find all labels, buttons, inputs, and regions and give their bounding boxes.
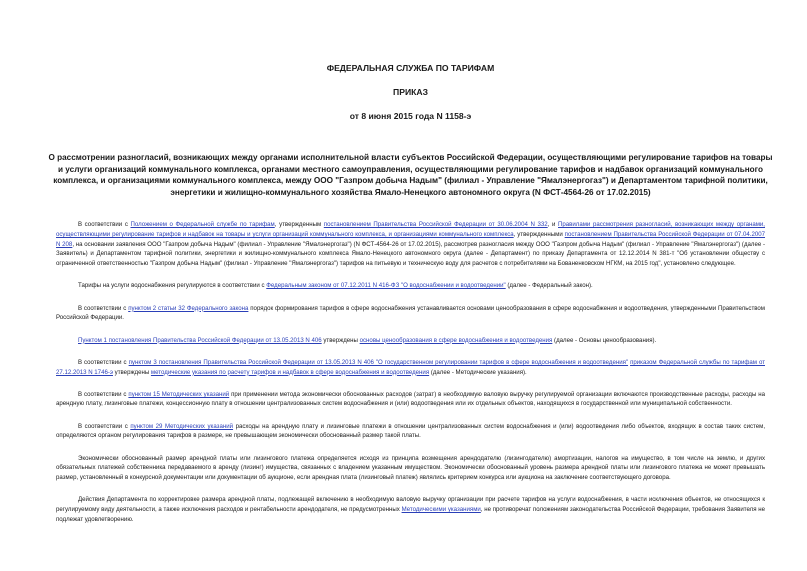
- paragraph-text: утверждены: [321, 336, 360, 344]
- paragraph-text: Тарифы на услуги водоснабжения регулируются в соответствии с: [78, 282, 267, 290]
- paragraph: [56, 454, 765, 483]
- hyperlink[interactable]: методические указания по расчету тарифов и надбавок в сфере водоснабжения и водоотведения: [150, 368, 430, 376]
- paragraph-text: В соответствии с: [78, 221, 131, 229]
- paragraph-text: , утвержденным: [274, 221, 324, 229]
- hyperlink[interactable]: постановлением Правительства Российской Федерации от 07.04.2007 N 208: [56, 230, 766, 248]
- paragraph-text: В соответствии с: [78, 422, 131, 430]
- document-type: ПРИКАЗ: [393, 87, 428, 97]
- hyperlink[interactable]: Федеральным законом от 07.12.2011 N 416-ФЗ "О водоснабжении и водоотведении": [266, 282, 506, 290]
- paragraph-text: порядок формирования тарифов в сфере водоснабжения устанавливается основами ценообразования в сфере водоснабжения и водоотведения, утвержденными Правительством Российской Федерации.: [56, 304, 765, 322]
- agency-name: ФЕДЕРАЛЬНАЯ СЛУЖБА ПО ТАРИФАМ: [326, 63, 495, 73]
- hyperlink[interactable]: пунктом 15 Методических указаний: [128, 390, 230, 398]
- hyperlink[interactable]: приказом Федеральной службы по тарифам от 27.12.2013 N 1746-э: [56, 358, 765, 376]
- paragraph-text: В соответствии с: [78, 390, 129, 398]
- paragraph-text: , не противоречат положениям законодательства Российской Федерации, требования Заявителя не подлежат удовлетворению.: [56, 506, 765, 523]
- hyperlink[interactable]: пунктом 3 постановления Правительства Российской Федерации от 13.05.2013 N 406 "О государственном регулировании тарифов в сфере водоснабжения и водоотведения": [128, 358, 629, 366]
- paragraph-text: (далее - Федеральный закон).: [505, 282, 593, 290]
- paragraph-text: Экономически обоснованный размер арендной платы или лизингового платежа определяется исходя из принципа возмещения арендодателю (лизингодателю) амортизации, налогов на имущество, в том числе на землю, и других обязательных платежей собственника передаваемого в аренду (лизинг) имущества, связанных с владением указанным имуществом. Экономически обоснованный уровень размера арендной платы или лизингового платежа не может превышать размер, установленный в конкурсной документации или документации об аукционе, если арендная плата (лизинговый платеж) являлись критерием конкурса или аукциона на заключение соответствующего договора.: [56, 454, 765, 482]
- paragraph: [56, 495, 765, 524]
- paragraph-text: , на основании заявления ООО "Газпром добыча Надым" (филиал - Управление "Ямалэнергогаз") (N ФСТ-4564-26 от 17.02.2015), рассмотрев разногласия между ООО "Газпром добыча Надым" (филиал - Управление "Ямалэнергогаз") (далее - Заявитель) и Департаментом тарифной политики, энергетики и жилищно-коммунального комплекса Ямало-Ненецкого автономного округа (далее - Департамент) по приказу Департамента от 12.12.2014 N 381-т "Об установлении обществу с ограниченной ответственностью "Газпром добыча Надым" (филиал - Управление "Ямалэнергогаз") тарифов на питьевую и техническую воду для расчетов с потребителями на Бованенковском НГКМ, на 2015 год", установлено следующее.: [56, 240, 766, 267]
- paragraph-text: , утвержденными: [513, 230, 565, 238]
- paragraph: [56, 422, 765, 441]
- paragraph: [56, 304, 765, 323]
- hyperlink[interactable]: пунктом 2 статьи 32 Федерального закона: [128, 304, 249, 312]
- paragraph-text: при применении метода экономически обоснованных расходов (затрат) в необходимую валовую выручку регулируемой организации включаются производственные расходы, расходы на арендную плату, лизинговые платежи, концессионную плату в отношении централизованных систем водоснабжения и (или) водоотведения или их отдельных объектов, находящихся в государственной или муниципальной собственности.: [56, 390, 766, 408]
- hyperlink[interactable]: Методическими указаниями: [401, 506, 481, 514]
- paragraph: [56, 390, 765, 409]
- hyperlink[interactable]: Правилами рассмотрения разногласий, возникающих между органами, осуществляющими регулирование тарифов и надбавок на товары и услуги организаций коммунального комплекса, и организациями коммунального комплекса: [56, 221, 765, 238]
- hyperlink[interactable]: Положением о Федеральной службе по тарифам: [130, 221, 275, 229]
- document-body: [56, 220, 765, 524]
- paragraph: [56, 220, 765, 268]
- paragraph-text: расходы на арендную плату и лизинговые платежи в отношении централизованных систем водоснабжения и (или) водоотведения либо объектов, входящих в состав таких систем, определяются органом регулирования тарифов в размере, не превышающем экономически обоснованный размер такой платы.: [56, 422, 766, 440]
- paragraph-text: (далее - Методические указания).: [429, 368, 527, 376]
- paragraph-text: Действия Департамента по корректировке размера арендной платы, подлежащей включению в необходимую валовую выручку организации при расчете тарифов на услуги водоснабжения, в части исключения объектов, не относящихся к регулируемому виду деятельности, а также исключения расходов и рентабельности арендодателя, не предусмотренных: [56, 496, 765, 514]
- hyperlink[interactable]: Пунктом 1 постановления Правительства Российской Федерации от 13.05.2013 N 406: [78, 336, 322, 344]
- paragraph-text: , и: [547, 221, 558, 229]
- paragraph-text: В соответствии с: [78, 304, 129, 312]
- paragraph: [56, 358, 765, 377]
- paragraph: [56, 336, 765, 346]
- paragraph-text: В соответствии с: [78, 358, 129, 366]
- paragraph: [56, 281, 765, 291]
- document-title: О рассмотрении разногласий, возникающих между органами исполнительной власти субъектов Российской Федерации, осуществляющими регулирование тарифов на товары и услуги организаций коммунального комплекса, органами местного самоуправления, осуществляющими регулирование тарифов и надбавок организаций коммунального комплекса, и организациями коммунального комплекса, между ООО "Газпром добыча Надым" (филиал - Управление "Ямалэнергогаз") и Департаментом тарифной политики, энергетики и жилищно-коммунального хозяйства Ямало-Ненецкого автономного округа (N ФСТ-4564-26 от 17.02.2015): [48, 153, 773, 197]
- hyperlink[interactable]: основы ценообразования в сфере водоснабжения и водоотведения: [359, 336, 553, 344]
- paragraph-text: (далее - Основы ценообразования).: [552, 336, 657, 344]
- hyperlink[interactable]: постановлением Правительства Российской Федерации от 30.06.2004 N 332: [323, 221, 548, 229]
- document-date-number: от 8 июня 2015 года N 1158-э: [349, 111, 472, 121]
- hyperlink[interactable]: пунктом 29 Методических указаний: [130, 422, 234, 430]
- paragraph-text: утверждены: [112, 368, 151, 376]
